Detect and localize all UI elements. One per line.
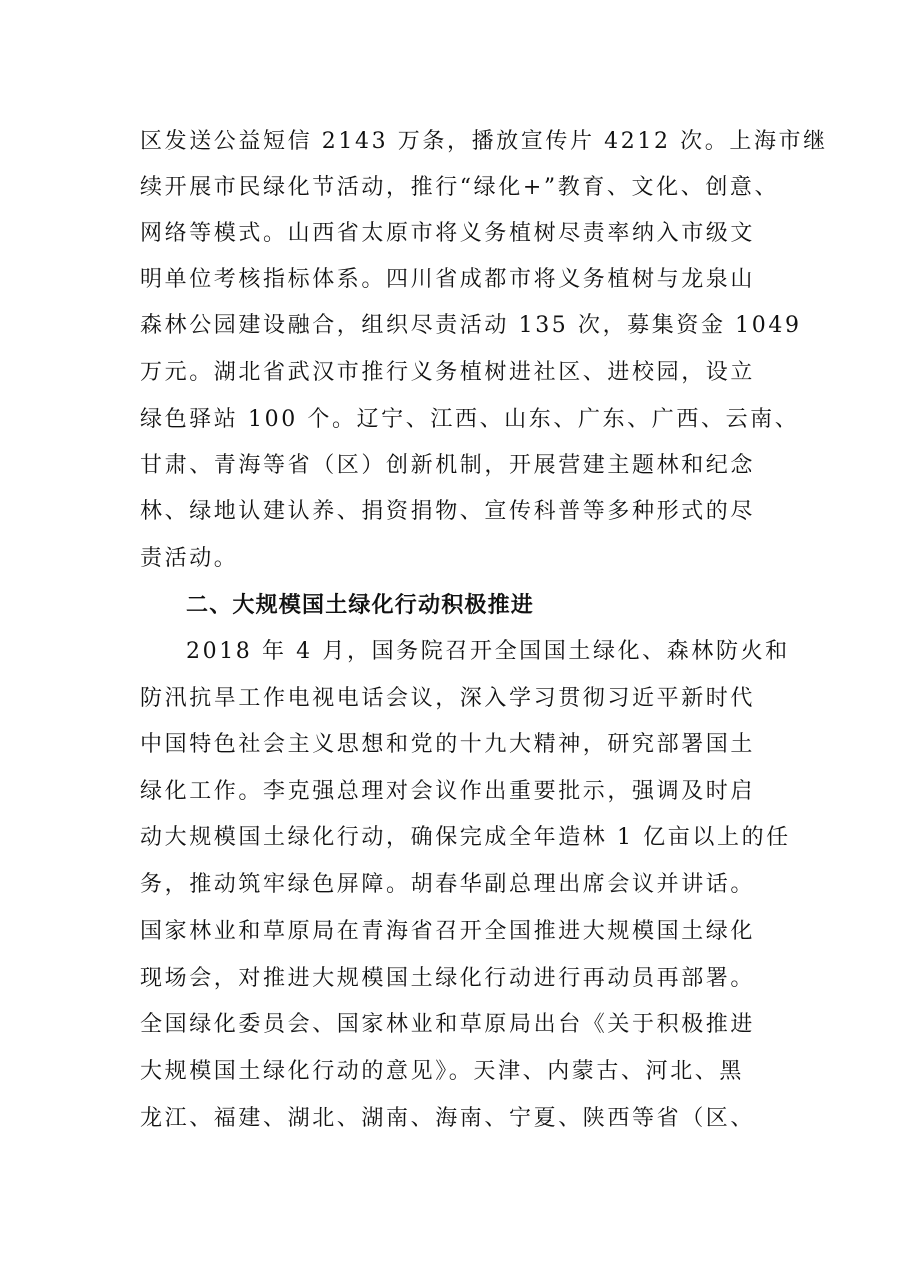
paragraph-1-line-7: 绿色驿站 100 个。辽宁、江西、山东、广东、广西、云南、: [140, 407, 800, 432]
paragraph-2-line-1: 2018 年 4 月，国务院召开全国国土绿化、森林防火和: [186, 639, 790, 664]
paragraph-2-line-4: 绿化工作。李克强总理对会议作出重要批示，强调及时启: [140, 779, 756, 804]
paragraph-1-line-2: 续开展市民绿化节活动，推行“绿化+”教育、文化、创意、: [140, 175, 780, 200]
paragraph-1-line-6: 万元。湖北省武汉市推行义务植树进社区、进校园，设立: [140, 360, 756, 385]
paragraph-2-line-10: 大规模国土绿化行动的意见》。天津、内蒙古、河北、黑: [140, 1059, 745, 1084]
paragraph-1-line-4: 明单位考核指标体系。四川省成都市将义务植树与龙泉山: [140, 267, 756, 292]
paragraph-2-line-5: 动大规模国土绿化行动，确保完成全年造林 1 亿亩以上的任: [140, 825, 791, 850]
paragraph-2-line-9: 全国绿化委员会、国家林业和草原局出台《关于积极推进: [140, 1012, 756, 1037]
paragraph-1-line-1: 区发送公益短信 2143 万条，播放宣传片 4212 次。上海市继: [140, 129, 828, 154]
paragraph-2-line-6: 务，推动筑牢绿色屏障。胡春华副总理出席会议并讲话。: [140, 872, 756, 897]
paragraph-1-line-5: 森林公园建设融合，组织尽责活动 135 次，募集资金 1049: [140, 313, 802, 338]
paragraph-2-line-8: 现场会，对推进大规模国土绿化行动进行再动员再部署。: [140, 966, 756, 991]
paragraph-2-line-2: 防汛抗旱工作电视电话会议，深入学习贯彻习近平新时代: [140, 686, 756, 711]
paragraph-1-line-10: 责活动。: [140, 546, 239, 571]
paragraph-1-line-3: 网络等模式。山西省太原市将义务植树尽责率纳入市级文: [140, 221, 756, 246]
paragraph-1-line-9: 林、绿地认建认养、捐资捐物、宣传科普等多种形式的尽: [140, 499, 756, 524]
section-heading: 二、大规模国土绿化行动积极推进: [186, 593, 535, 618]
paragraph-1-line-8: 甘肃、青海等省（区）创新机制，开展营建主题林和纪念: [140, 453, 756, 478]
paragraph-2-line-7: 国家林业和草原局在青海省召开全国推进大规模国土绿化: [140, 919, 756, 944]
paragraph-2-line-11: 龙江、福建、湖北、湖南、海南、宁夏、陕西等省（区、: [140, 1106, 756, 1131]
paragraph-2-line-3: 中国特色社会主义思想和党的十九大精神，研究部署国土: [140, 732, 756, 757]
